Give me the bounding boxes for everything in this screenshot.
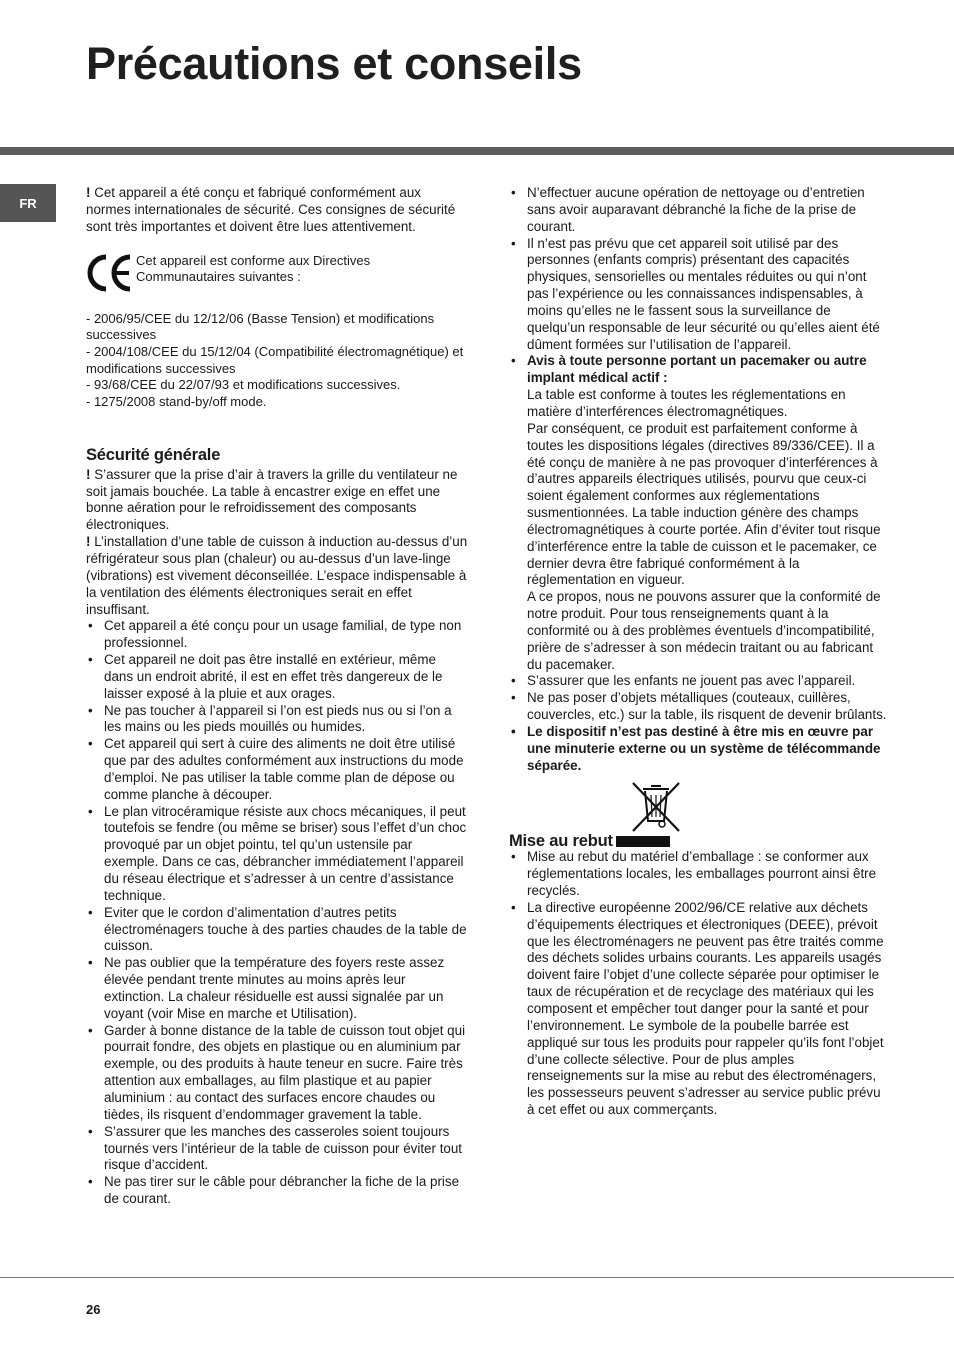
footer-divider: [0, 1277, 954, 1278]
list-item: • Mise au rebut du matériel d’emballage : se conformer aux réglementations locales, les emballages pourront ainsi être recyclés.: [509, 849, 891, 900]
safety-list: [86, 618, 468, 1208]
list-item: • Eviter que le cordon d’alimentation d’autres petits électroménagers touche à des parties chaudes de la table de cuisson.: [86, 905, 468, 956]
list-item: • Ne pas tirer sur le câble pour débrancher la fiche de la prise de courant.: [86, 1174, 468, 1208]
list-item: • Le plan vitrocéramique résiste aux chocs mécaniques, il peut toutefois se fendre (ou même se briser) sous l’effet d’un choc provoqué par un objet pointu, tel qu’un ustensile par exemple. Dans ce cas, débrancher immédiatement l’appareil du réseau électrique et s’adresser à un centre d’assistance technique.: [86, 804, 468, 905]
warning-mark: !: [86, 534, 91, 550]
left-column: [86, 185, 468, 1208]
language-tab: FR: [0, 184, 56, 222]
list-item: • S’assurer que les manches des casseroles soient toujours tournés vers l’intérieur de la table de cuisson pour éviter tout risque d’accident.: [86, 1124, 468, 1175]
crossed-out-wheelie-bin-icon: [629, 781, 683, 833]
directive-item: - 2004/108/CEE du 15/12/04 (Compatibilité électromagnétique) et modifications successives: [86, 343, 464, 376]
heading-bar: [616, 836, 670, 847]
list-item: • S’assurer que les enfants ne jouent pas avec l’appareil.: [509, 673, 891, 690]
directive-item: - 2006/95/CEE du 12/12/06 (Basse Tension) et modifications successives: [86, 310, 435, 343]
ventilation-paragraph: ! S’assurer que la prise d’air à travers la grille du ventilateur ne soit jamais bouchée. La table à encastrer exige en effet une bonne aération pour le refroidissement des composants électroniques.: [86, 466, 458, 533]
list-item: • Ne pas poser d’objets métalliques (couteaux, cuillères, couvercles, etc.) sur la table, ils risquent de devenir brûlants.: [509, 690, 891, 724]
directive-item: - 93/68/CEE du 22/07/93 et modifications successives.: [86, 377, 401, 393]
list-item-bold: • Le dispositif n’est pas destiné à être mis en œuvre par une minuterie externe ou un système de télécommande séparée.: [509, 724, 891, 775]
header-divider: [0, 147, 954, 155]
pacemaker-heading: • Avis à toute personne portant un pacemaker ou autre implant médical actif :: [527, 353, 867, 386]
list-item: • N’effectuer aucune opération de nettoyage ou d’entretien sans avoir auparavant débranché la fiche de la prise de courant.: [509, 185, 891, 236]
installation-paragraph: ! L’installation d’une table de cuisson à induction au-dessus d’un réfrigérateur sous plan (chaleur) ou au-dessus d’un lave-linge (vibrations) est vivement déconseillée. L’espace indispensable à la ventilation des éléments électroniques serait en effet insuffisant.: [86, 534, 468, 617]
list-item: • Ne pas oublier que la température des foyers reste assez élevée pendant trente minutes au moins après leur extinction. La chaleur résiduelle est aussi signalée par un voyant (voir Mise en marche et Utilisation).: [86, 955, 468, 1022]
list-item: • Il n’est pas prévu que cet appareil soit utilisé par des personnes (enfants compris) présentant des capacités physiques, sensorielles ou mentales réduites ou qui n’ont pas l’expérience ou les connaissances indispensables, à moins qu’elles ne le fassent sous la surveillance de quelqu’un responsable de leur sécurité ou qu’elles aient été dûment formées sur l’utilisation de l’appareil.: [509, 236, 891, 354]
rebut-heading: Mise au rebut: [509, 831, 613, 850]
pacemaker-paragraph: Par conséquent, ce produit est parfaitement conforme à toutes les dispositions légales (directives 89/336/CEE). Il a été conçu de manière à ne pas provoquer d’interférences à d’autres appareils électriques utilisés, pourvu que ceux-ci soient également conformes aux réglementations susmentionnées. La table induction génère des champs électromagnétiques à courte portée. Afin d’éviter tout risque d’interférence entre la table de cuisson et le pacemaker, ce dernier devra être fabriqué conformément à la réglementation en vigueur.: [527, 420, 881, 588]
list-item: • Ne pas toucher à l’appareil si l’on est pieds nus ou si l’on a les mains ou les pieds mouillés ou humides.: [86, 703, 468, 737]
directive-item: - 1275/2008 stand-by/off mode.: [86, 394, 267, 410]
pacemaker-paragraph: La table est conforme à toutes les réglementations en matière d’interférences électromagnétiques.: [527, 387, 846, 419]
directives-list: [86, 311, 468, 411]
rebut-list: [509, 849, 891, 1119]
pacemaker-paragraph: A ce propos, nous ne pouvons assurer que la conformité de notre produit. Pour tous renseignements quant à la conformité ou à des problèmes éventuels d’incompatibilité, prière de s’adresser à son médecin traitant ou au fabricant du pacemaker.: [527, 589, 881, 672]
safety-list-continued: [509, 185, 891, 775]
ce-conformity: [86, 253, 468, 293]
securite-heading: Sécurité générale: [86, 445, 221, 464]
intro-paragraph: ! Cet appareil a été conçu et fabriqué conformément aux normes internationales de sécurité. Ces consignes de sécurité sont très importantes et doivent être lues attentivement.: [86, 185, 456, 234]
page-number: 26: [86, 1302, 101, 1317]
list-item: • Cet appareil qui sert à cuire des aliments ne doit être utilisé que par des adultes conformément aux instructions du mode d’emploi. Ne pas utiliser la table comme plan de dépose ou comme planche à découper.: [86, 736, 468, 803]
ce-mark-icon: [86, 253, 136, 293]
pacemaker-item: [509, 353, 891, 673]
list-item: • Cet appareil ne doit pas être installé en extérieur, même dans un endroit abrité, il est en effet très dangereux de le laisser exposé à la pluie et aux orages.: [86, 652, 468, 703]
warning-mark: !: [86, 185, 91, 200]
list-item: • Cet appareil a été conçu pour un usage familial, de type non professionnel.: [86, 618, 468, 652]
list-item: • Garder à bonne distance de la table de cuisson tout objet qui pourrait fondre, des objets en plastique ou en aluminium par exemple, ou des produits à haute teneur en sucre. Faire très attention aux emballages, au film plastique et au papier aluminium : au contact des surfaces encore chaudes ou tièdes, ils risquent d’endommager gravement la table.: [86, 1023, 468, 1124]
ce-text: Cet appareil est conforme aux Directives Communautaires suivantes :: [136, 252, 371, 285]
right-column: [509, 185, 891, 1119]
page-title: Précautions et conseils: [86, 38, 582, 89]
list-item: • La directive européenne 2002/96/CE relative aux déchets d’équipements électriques et électroniques (DEEE), prévoit que les électroménagers ne peuvent pas être traités comme des déchets solides urbains courants. Les appareils usagés doivent faire l’objet d’une collecte séparée pour optimiser le taux de récupération et de recyclage des matériaux qui les composent et empêcher tout danger pour la santé et pour l’environnement. Le symbole de la poubelle barrée est appliqué sur tous les produits pour rappeler qu’ils font l’objet d’une collecte sélective. Pour de plus amples renseignements sur la mise au rebut des électroménagers, les possesseurs peuvent s’adresser au service public prévu à cet effet ou aux commerçants.: [509, 900, 891, 1119]
rebut-heading-row: [509, 833, 891, 850]
warning-mark: !: [86, 466, 91, 482]
